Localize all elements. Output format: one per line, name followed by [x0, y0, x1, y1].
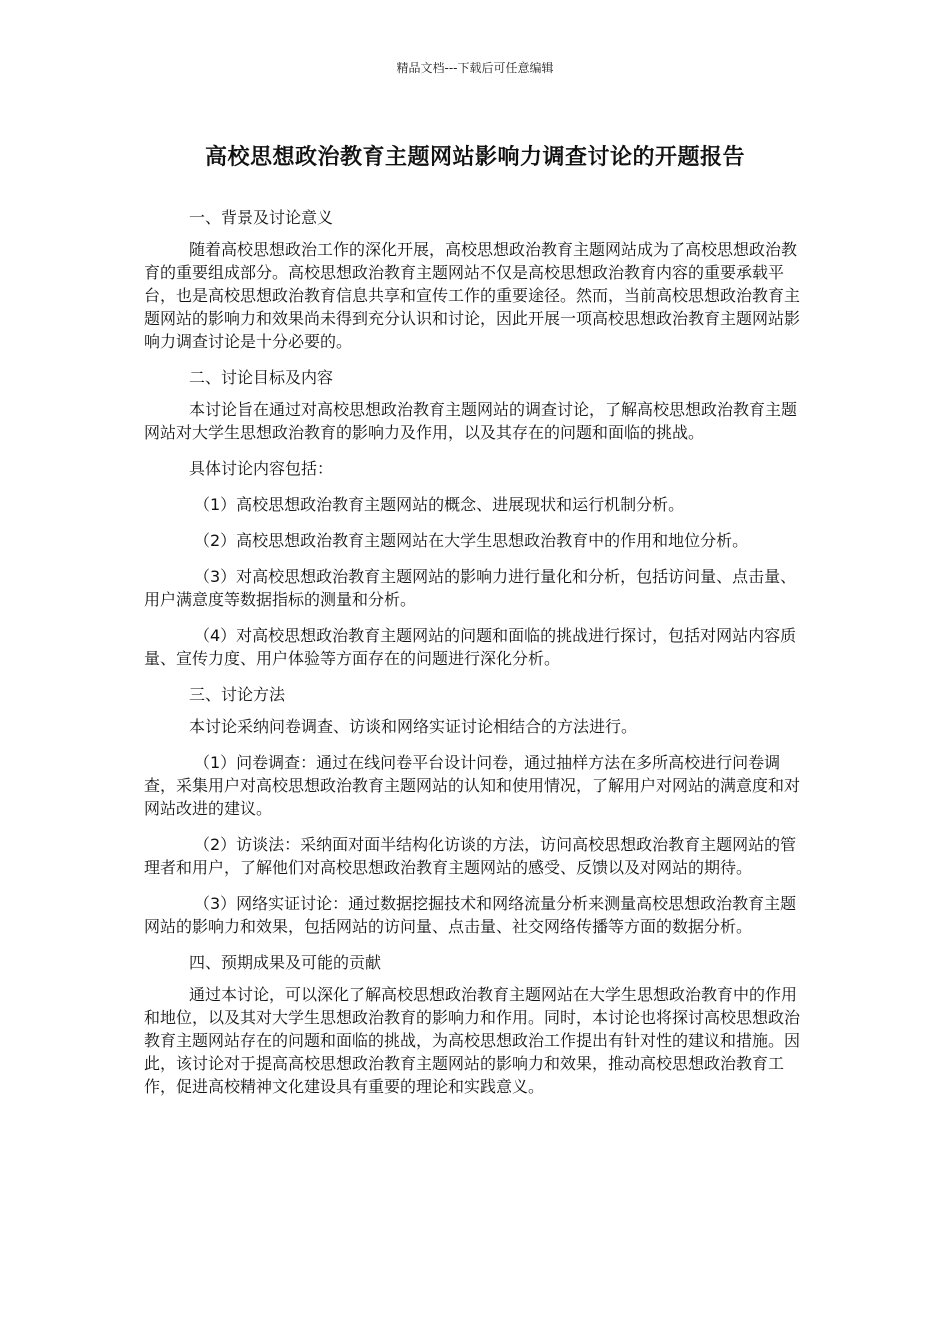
list-item: （1）问卷调查：通过在线问卷平台设计问卷，通过抽样方法在多所高校进行问卷调查，采集用户对高校思想政治教育主题网站的认知和使用情况，了解用户对网站的满意度和对网站改进的建议。: [144, 753, 801, 818]
section-heading-background: 一、背景及讨论意义: [189, 208, 334, 227]
paragraph-content-intro: 具体讨论内容包括：: [189, 459, 334, 478]
section-heading-goals: 二、讨论目标及内容: [189, 368, 334, 387]
page-header: 精品文档---下载后可任意编辑: [396, 61, 554, 75]
list-item: （3）对高校思想政治教育主题网站的影响力进行量化和分析，包括访问量、点击量、用户满意度等数据指标的测量和分析。: [144, 567, 797, 609]
list-item: （2）高校思想政治教育主题网站在大学生思想政治教育中的作用和地位分析。: [194, 531, 749, 550]
list-item: （3）网络实证讨论：通过数据挖掘技术和网络流量分析来测量高校思想政治教育主题网站的影响力和效果，包括网站的访问量、点击量、社交网络传播等方面的数据分析。: [144, 894, 797, 936]
list-item: （1）高校思想政治教育主题网站的概念、进展现状和运行机制分析。: [194, 495, 685, 514]
section-heading-methods: 三、讨论方法: [189, 685, 286, 704]
paragraph-background: 随着高校思想政治工作的深化开展，高校思想政治教育主题网站成为了高校思想政治教育的重要组成部分。高校思想政治教育主题网站不仅是高校思想政治教育内容的重要承载平台，也是高校思想政治教育信息共享和宣传工作的重要途径。然而，当前高校思想政治教育主题网站的影响力和效果尚未得到充分认识和讨论，因此开展一项高校思想政治教育主题网站影响力调查讨论是十分必要的。: [144, 240, 801, 351]
paragraph-methods: 本讨论采纳问卷调查、访谈和网络实证讨论相结合的方法进行。: [189, 717, 638, 736]
paragraph-goals: 本讨论旨在通过对高校思想政治教育主题网站的调查讨论，了解高校思想政治教育主题网站对大学生思想政治教育的影响力及作用，以及其存在的问题和面临的挑战。: [144, 400, 798, 442]
section-heading-outcomes: 四、预期成果及可能的贡献: [189, 953, 382, 972]
paragraph-outcomes: 通过本讨论，可以深化了解高校思想政治教育主题网站在大学生思想政治教育中的作用和地位，以及其对大学生思想政治教育的影响力和作用。同时，本讨论也将探讨高校思想政治教育主题网站存在的问题和面临的挑战，为高校思想政治工作提出有针对性的建议和措施。因此，该讨论对于提高高校思想政治教育主题网站的影响力和效果，推动高校思想政治教育工作，促进高校精神文化建设具有重要的理论和实践意义。: [144, 985, 801, 1096]
list-item: （4）对高校思想政治教育主题网站的问题和面临的挑战进行探讨，包括对网站内容质量、宣传力度、用户体验等方面存在的问题进行深化分析。: [144, 626, 797, 668]
list-item: （2）访谈法：采纳面对面半结构化访谈的方法，访问高校思想政治教育主题网站的管理者和用户，了解他们对高校思想政治教育主题网站的感受、反馈以及对网站的期待。: [144, 835, 797, 877]
document-body: [144, 206, 806, 1111]
document-title: 高校思想政治教育主题网站影响力调查讨论的开题报告: [204, 145, 745, 170]
